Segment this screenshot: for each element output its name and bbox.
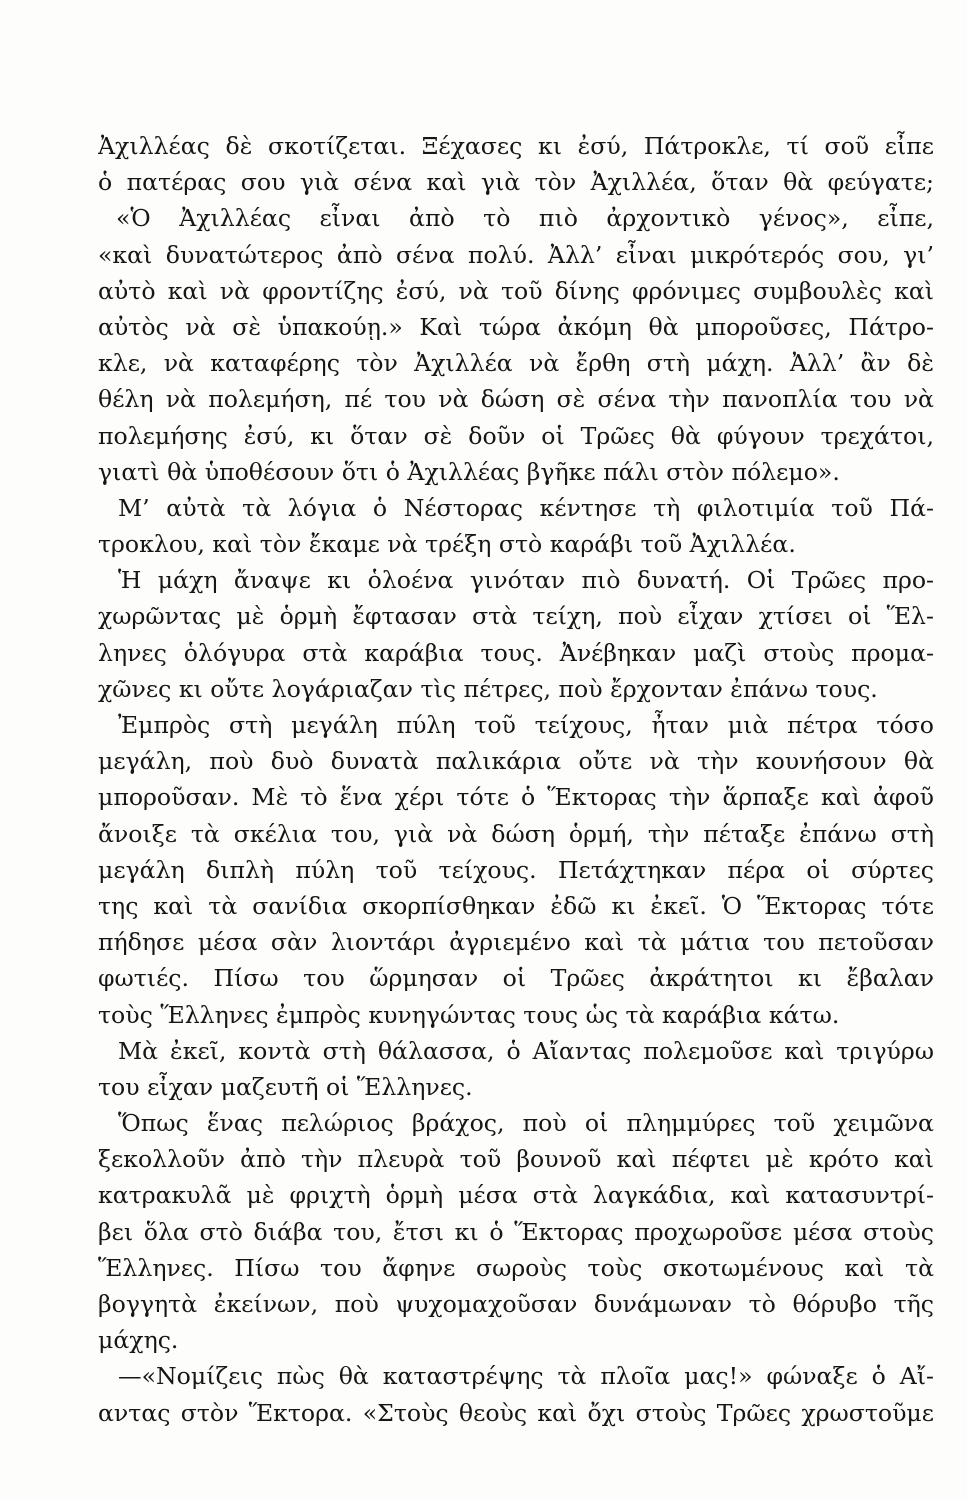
text-line: —«Νομίζεις πὼς θὰ καταστρέψης τὰ πλοῖα μας!» φώναξε ὁ Αἴ-: [118, 1362, 934, 1391]
text-line: φωτιές. Πίσω του ὥρμησαν οἱ Τρῶες ἀκράτητοι κι ἔβαλαν: [98, 964, 934, 993]
text-line: αὐτὸ καὶ νὰ φροντίζης ἐσύ, νὰ τοῦ δίνης φρόνιμες συμβουλὲς καὶ: [98, 276, 934, 305]
text-line: αντας στὸν Ἕκτορα. «Στοὺς θεοὺς καὶ ὄχι στοὺς Τρῶες χρωστοῦμε: [98, 1398, 934, 1427]
text-line: χῶνες κι οὔτε λογάριαζαν τὶς πέτρες, ποὺ ἔρχονταν ἐπάνω τους.: [98, 674, 878, 703]
text-line: τροκλου, καὶ τὸν ἔκαμε νὰ τρέξη στὸ καράβι τοῦ Ἀχιλλέα.: [98, 530, 796, 559]
text-line: του εἶχαν μαζευτῆ οἱ Ἕλληνες.: [98, 1072, 473, 1101]
text-line: ξεκολλοῦν ἀπὸ τὴν πλευρὰ τοῦ βουνοῦ καὶ πέφτει μὲ κρότο καὶ: [98, 1145, 934, 1174]
text-line: Ἐμπρὸς στὴ μεγάλη πύλη τοῦ τείχους, ἦταν μιὰ πέτρα τόσο: [118, 711, 934, 739]
text-line: «καὶ δυνατώτερος ἀπὸ σένα πολύ. Ἀλλ’ εἶναι μικρότερός σου, γι’: [98, 240, 934, 269]
text-line: κατρακυλᾶ μὲ φριχτὴ ὁρμὴ μέσα στὰ λαγκάδια, καὶ κατασυντρί-: [98, 1181, 934, 1210]
text-line: μεγάλη διπλὴ πύλη τοῦ τείχους. Πετάχτηκαν πέρα οἱ σύρτες: [98, 855, 934, 884]
text-line: τοὺς Ἕλληνες ἐμπρὸς κυνηγώντας τους ὡς τὰ καράβια κάτω.: [98, 1000, 840, 1029]
text-line: της καὶ τὰ σανίδια σκορπίσθηκαν ἐδῶ κι ἐκεῖ. Ὁ Ἕκτορας τότε: [98, 891, 934, 920]
text-line: ληνες ὁλόγυρα στὰ καράβια τους. Ἀνέβηκαν μαζὶ στοὺς προμα-: [98, 638, 934, 667]
text-line: πολεμήσης ἐσύ, κι ὅταν σὲ δοῦν οἱ Τρῶες θὰ φύγουν τρεχάτοι,: [98, 421, 934, 450]
text-line: Ἕλληνες. Πίσω του ἄφηνε σωροὺς τοὺς σκοτωμένους καὶ τὰ: [98, 1253, 934, 1282]
text-line: Ἡ μάχη ἄναψε κι ὁλοένα γινόταν πιὸ δυνατή. Οἱ Τρῶες προ-: [118, 566, 934, 595]
text-line: ὁ πατέρας σου γιὰ σένα καὶ γιὰ τὸν Ἀχιλλέα, ὅταν θὰ φεύγατε;: [98, 168, 934, 197]
text-line: Μ’ αὐτὰ τὰ λόγια ὁ Νέστορας κέντησε τὴ φιλοτιμία τοῦ Πά-: [118, 493, 934, 522]
text-line: ἄνοιξε τὰ σκέλια του, γιὰ νὰ δώση ὁρμή, τὴν πέταξε ἐπάνω στὴ: [98, 819, 934, 848]
text-line: πήδησε μέσα σὰν λιοντάρι ἀγριεμένο καὶ τὰ μάτια του πετοῦσαν: [98, 928, 934, 957]
text-line: θέλη νὰ πολεμήση, πέ του νὰ δώση σὲ σένα τὴν πανοπλία του νὰ: [98, 385, 934, 414]
text-line: γιατὶ θὰ ὑποθέσουν ὅτι ὁ Ἀχιλλέας βγῆκε πάλι στὸν πόλεμο».: [98, 457, 840, 486]
text-line: βογγητὰ ἐκείνων, ποὺ ψυχομαχοῦσαν δυνάμωναν τὸ θόρυβο τῆς: [98, 1290, 934, 1318]
text-line: Ἀχιλλέας δὲ σκοτίζεται. Ξέχασες κι ἐσύ, Πάτροκλε, τί σοῦ εἶπε: [98, 132, 934, 160]
text-line: Ὅπως ἕνας πελώριος βράχος, ποὺ οἱ πλημμύρες τοῦ χειμῶνα: [118, 1109, 934, 1138]
text-line: μεγάλη, ποὺ δυὸ δυνατὰ παλικάρια οὔτε νὰ τὴν κουνήσουν θὰ: [98, 747, 934, 776]
text-line: μάχης.: [98, 1326, 179, 1355]
text-line: μποροῦσαν. Μὲ τὸ ἕνα χέρι τότε ὁ Ἕκτορας τὴν ἅρπαξε καὶ ἀφοῦ: [98, 783, 934, 812]
text-line: αὐτὸς νὰ σὲ ὑπακούῃ.» Καὶ τώρα ἀκόμη θὰ μποροῦσες, Πάτρο-: [98, 312, 934, 341]
text-line: κλε, νὰ καταφέρης τὸν Ἀχιλλέα νὰ ἔρθη στὴ μάχη. Ἀλλ’ ἂν δὲ: [98, 349, 934, 378]
text-line: βει ὅλα στὸ διάβα του, ἔτσι κι ὁ Ἕκτορας προχωροῦσε μέσα στοὺς: [98, 1217, 934, 1246]
text-line: «Ὁ Ἀχιλλέας εἶναι ἀπὸ τὸ πιὸ ἀρχοντικὸ γένος», εἶπε,: [116, 204, 934, 233]
page-body-text: [98, 128, 934, 1431]
text-line: χωρῶντας μὲ ὁρμὴ ἔφτασαν στὰ τείχη, ποὺ εἶχαν χτίσει οἱ Ἕλ-: [98, 602, 934, 631]
text-line: Μὰ ἐκεῖ, κοντὰ στὴ θάλασσα, ὁ Αἴαντας πολεμοῦσε καὶ τριγύρω: [118, 1036, 934, 1065]
